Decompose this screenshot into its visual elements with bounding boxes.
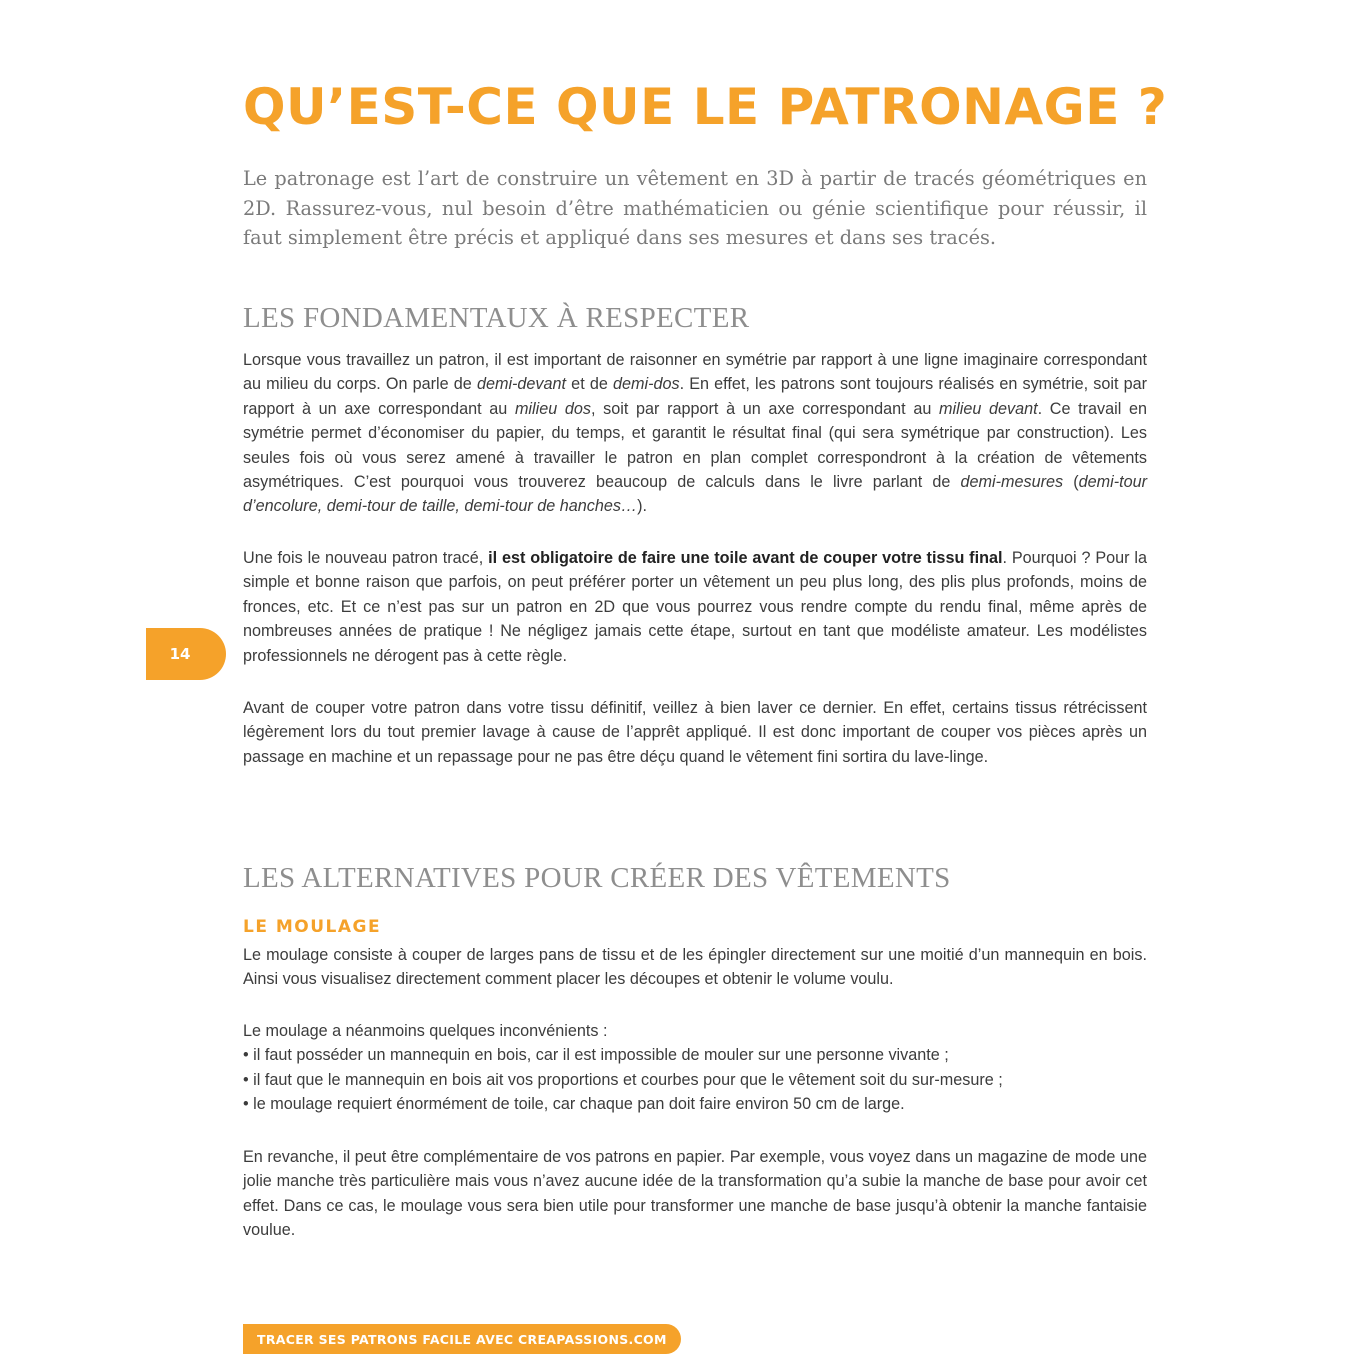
section-title-fondamentaux: LES FONDAMENTAUX À RESPECTER — [243, 302, 750, 334]
paragraph-moulage: Le moulage consiste à couper de larges pans de tissu et de les épingler directement sur une moitié d’un mannequin en bois. Ainsi vous visualisez directement comment placer les découpes et obtenir le volume voulu. — [243, 946, 1147, 989]
subsection-title-moulage: LE MOULAGE — [243, 917, 382, 937]
page-number: 14 — [169, 645, 191, 663]
intro-paragraph: Le patronage est l’art de construire un vêtement en 3D à partir de tracés géométriques en 2D. Rassurez-vous, nul besoin d’être mathématicien ou génie scientifique pour réussir, il faut simplement être précis et appliqué dans ses mesures et dans ses tracés. — [243, 167, 1147, 249]
paragraph-revanche: En revanche, il peut être complémentaire de vos patrons en papier. Par exemple, vous voyez dans un magazine de mode une jolie manche très particulière mais vous n’avez aucune idée de la transformation qu’a subie la manche de base pour avoir cet effet. Dans ce cas, le moulage vous sera bien utile pour transformer une manche de base jusqu’à obtenir la manche fantaisie voulue. — [243, 1148, 1147, 1240]
paragraph-lavage: Avant de couper votre patron dans votre tissu définitif, veillez à bien laver ce dernier. En effet, certains tissus rétrécissent légèrement lors du tout premier lavage à cause de l’apprêt appliqué. Il est donc important de couper vos pièces après un passage en machine et un repassage pour ne pas être déçu quand le vêtement fini sortira du lave-linge. — [243, 699, 1147, 766]
inconvenients-list — [243, 1043, 1147, 1116]
paragraph-toile: Une fois le nouveau patron tracé, il est obligatoire de faire une toile avant de couper votre tissu final. Pourquoi ? Pour la simple et bonne raison que parfois, on peut préférer porter un vêtement un peu plus long, des plis plus profonds, moins de fronces, etc. Et ce n’est pas sur un patron en 2D que vous pourrez vous rendre compte du rendu final, même après de nombreuses années de pratique ! Ne négligez jamais cette étape, surtout en tant que modéliste amateur. Les modélistes professionnels ne dérogent pas à cette règle. — [243, 549, 1147, 665]
page-title: QU’EST-CE QUE LE PATRONAGE ? — [243, 78, 1168, 136]
section-title-alternatives: LES ALTERNATIVES POUR CRÉER DES VÊTEMENTS — [243, 862, 951, 894]
list-item: • il faut posséder un mannequin en bois, car il est impossible de mouler sur une personne vivante ; — [243, 1043, 1147, 1067]
list-item: • le moulage requiert énormément de toile, car chaque pan doit faire environ 50 cm de large. — [243, 1092, 1147, 1116]
page-number-tab — [146, 628, 226, 680]
inconvenients-block — [243, 1019, 1147, 1117]
list-item: • il faut que le mannequin en bois ait vos proportions et courbes pour que le vêtement soit du sur-mesure ; — [243, 1068, 1147, 1092]
footer-text: TRACER SES PATRONS FACILE AVEC CREAPASSIONS.COM — [257, 1331, 667, 1347]
footer-banner — [243, 1324, 681, 1354]
paragraph-symetrie: Lorsque vous travaillez un patron, il est important de raisonner en symétrie par rapport à une ligne imaginaire correspondant au milieu du corps. On parle de demi-devant et de demi-dos. En effet, les patrons sont toujours réalisés en symétrie, soit par rapport à un axe correspondant au milieu dos, soit par rapport à un axe correspondant au milieu devant. Ce travail en symétrie permet d’économiser du papier, du temps, et garantit le résultat final (qui sera symétrique par construction). Les seules fois où vous serez amené à travailler le patron en plan complet correspondront à la création de vêtements asymétriques. C’est pourquoi vous trouverez beaucoup de calculs dans le livre parlant de demi-mesures (demi-tour d’encolure, demi-tour de taille, demi-tour de hanches…). — [243, 351, 1148, 516]
inconvenients-intro: Le moulage a néanmoins quelques inconvénients : — [243, 1022, 608, 1040]
